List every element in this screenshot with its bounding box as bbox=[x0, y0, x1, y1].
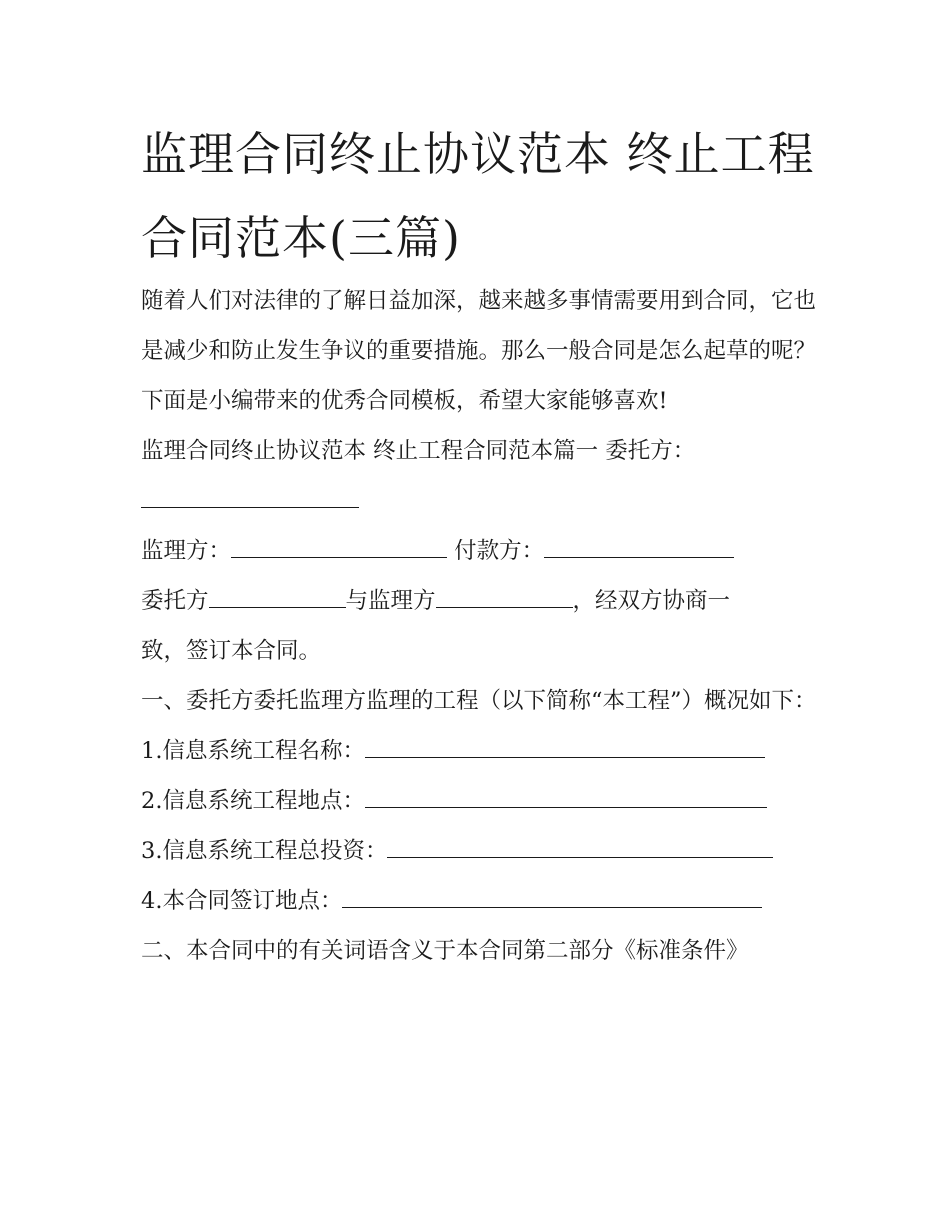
agreement-line-continued bbox=[141, 626, 821, 676]
item-blank bbox=[365, 729, 765, 758]
item-label: 2.信息系统工程地点： bbox=[141, 788, 365, 814]
item-blank bbox=[342, 879, 762, 908]
item-label: 3.信息系统工程总投资： bbox=[141, 838, 388, 864]
supervisor-name-blank bbox=[231, 529, 447, 558]
item-row bbox=[141, 726, 821, 776]
supervisor-label: 监理方： bbox=[141, 538, 232, 564]
document-title: 监理合同终止协议范本 终止工程合同范本(三篇) bbox=[141, 127, 815, 265]
agreement-text: ，经双方协商一 bbox=[572, 588, 731, 614]
clause-two: 二、本合同中的有关词语含义于本合同第二部分《标准条件》 bbox=[141, 938, 749, 964]
item-label: 4.本合同签订地点： bbox=[141, 888, 343, 914]
and-supervisor-label: 与监理方 bbox=[345, 588, 436, 614]
agreement-line bbox=[141, 576, 821, 626]
client-label: 委托方 bbox=[141, 588, 209, 614]
item-label: 1.信息系统工程名称： bbox=[141, 738, 365, 764]
client-name-blank bbox=[141, 479, 359, 508]
item-row bbox=[141, 826, 821, 876]
clause-one: 一、委托方委托监理方监理的工程（以下简称“本工程”）概况如下： bbox=[141, 688, 817, 714]
item-blank bbox=[387, 829, 773, 858]
supervisor-blank bbox=[436, 579, 573, 608]
item-blank bbox=[365, 779, 767, 808]
payer-name-blank bbox=[544, 529, 734, 558]
item-row bbox=[141, 776, 821, 826]
section-heading bbox=[141, 426, 821, 476]
intro-paragraph: 随着人们对法律的了解日益加深，越来越多事情需要用到合同，它也是减少和防止发生争议的重要措施。那么一般合同是怎么起草的呢？下面是小编带来的优秀合同模板，希望大家能够喜欢! bbox=[141, 288, 817, 414]
supervisor-payer-line bbox=[141, 526, 821, 576]
payer-label: 付款方： bbox=[454, 538, 545, 564]
document-body bbox=[141, 276, 821, 976]
section-heading-text: 监理合同终止协议范本 终止工程合同范本篇一 委托方： bbox=[141, 438, 696, 464]
item-row bbox=[141, 876, 821, 926]
client-blank-line bbox=[141, 476, 821, 526]
agreement-text-continued: 致，签订本合同。 bbox=[141, 638, 322, 664]
client-blank bbox=[209, 579, 346, 608]
